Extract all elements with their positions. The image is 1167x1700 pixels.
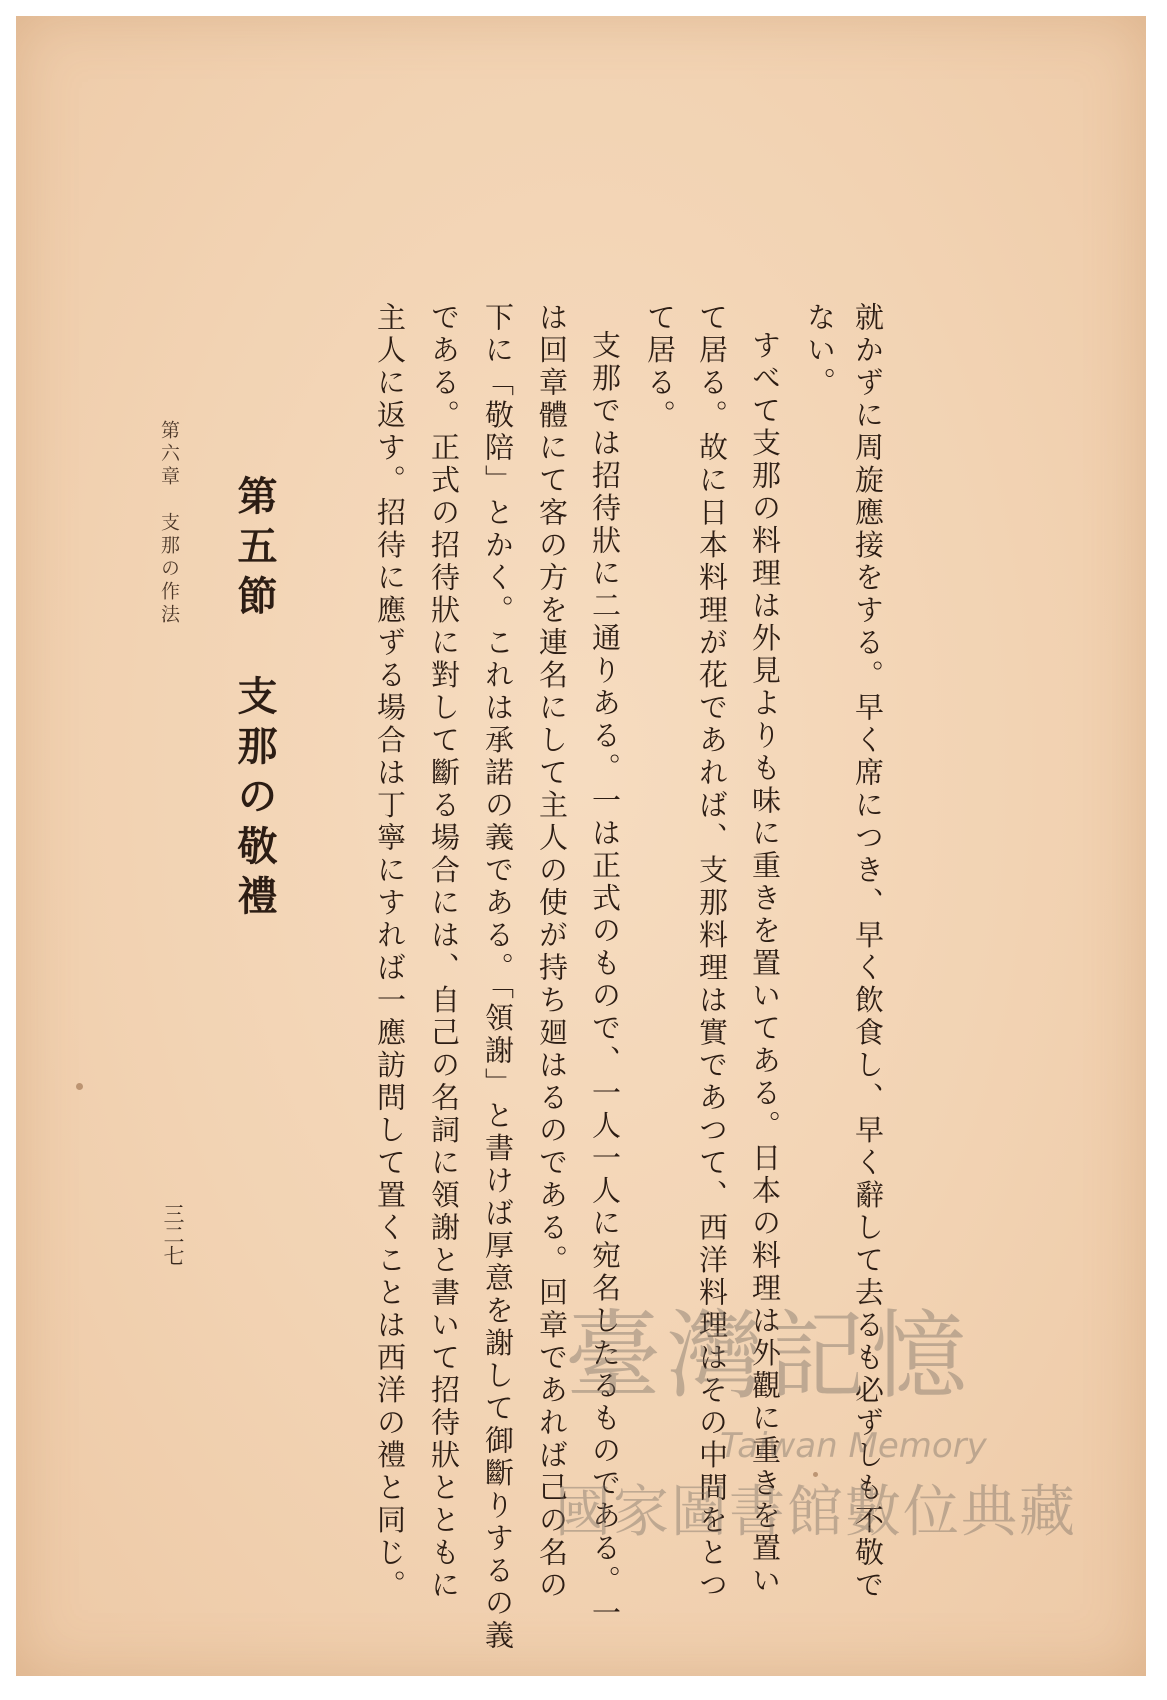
text-column-8: 下に「敬陪」とかく。これは承諾の義である。「領謝」と書けば厚意を謝して御斷りするの義 bbox=[481, 302, 515, 1653]
watermark-logo: 臺灣記憶 bbox=[565, 1300, 973, 1412]
text-column-9: である。正式の招待狀に對して斷る場合には、自己の名詞に領謝と書いて招待狀とともに bbox=[427, 302, 461, 1602]
text-column-1: 就かずに周旋應接をする。早く席につき、早く飲食し、早く辭して去るも必ずしも不敬で bbox=[851, 302, 885, 1602]
text-column-4: て居る。故に日本料理が花であれば、支那料理は實であつて、西洋料理はその中間をとつ bbox=[695, 302, 729, 1602]
text-column-6: 支那では招待狀に二通りある。一は正式のもので、一人一人に宛名したるものである。一 bbox=[588, 330, 622, 1630]
running-header: 第六章 支那の作法 bbox=[158, 420, 180, 627]
paper-speck bbox=[813, 1472, 818, 1477]
watermark-subtitle: 國家圖書館數位典藏 bbox=[555, 1480, 1077, 1545]
text-column-7: は回章體にて客の方を連名にして主人の使が持ち廻はるのである。回章であれば己の名の bbox=[535, 302, 569, 1602]
watermark-english: Taiwan Memory bbox=[720, 1426, 987, 1466]
text-column-2: ない。 bbox=[803, 302, 837, 400]
text-column-10: 主人に返す。招待に應ずる場合は丁寧にすれば一應訪問して置くことは西洋の禮と同じ。 bbox=[373, 302, 407, 1602]
section-heading: 第五節 支那の敬禮 bbox=[231, 475, 278, 925]
text-column-5: て居る。 bbox=[643, 302, 677, 432]
page-number: 三二七 bbox=[161, 1203, 185, 1266]
paper-speck bbox=[76, 1083, 83, 1090]
text-column-3: すべて支那の料理は外見よりも味に重きを置いてある。日本の料理は外觀に重きを置い bbox=[748, 330, 782, 1598]
